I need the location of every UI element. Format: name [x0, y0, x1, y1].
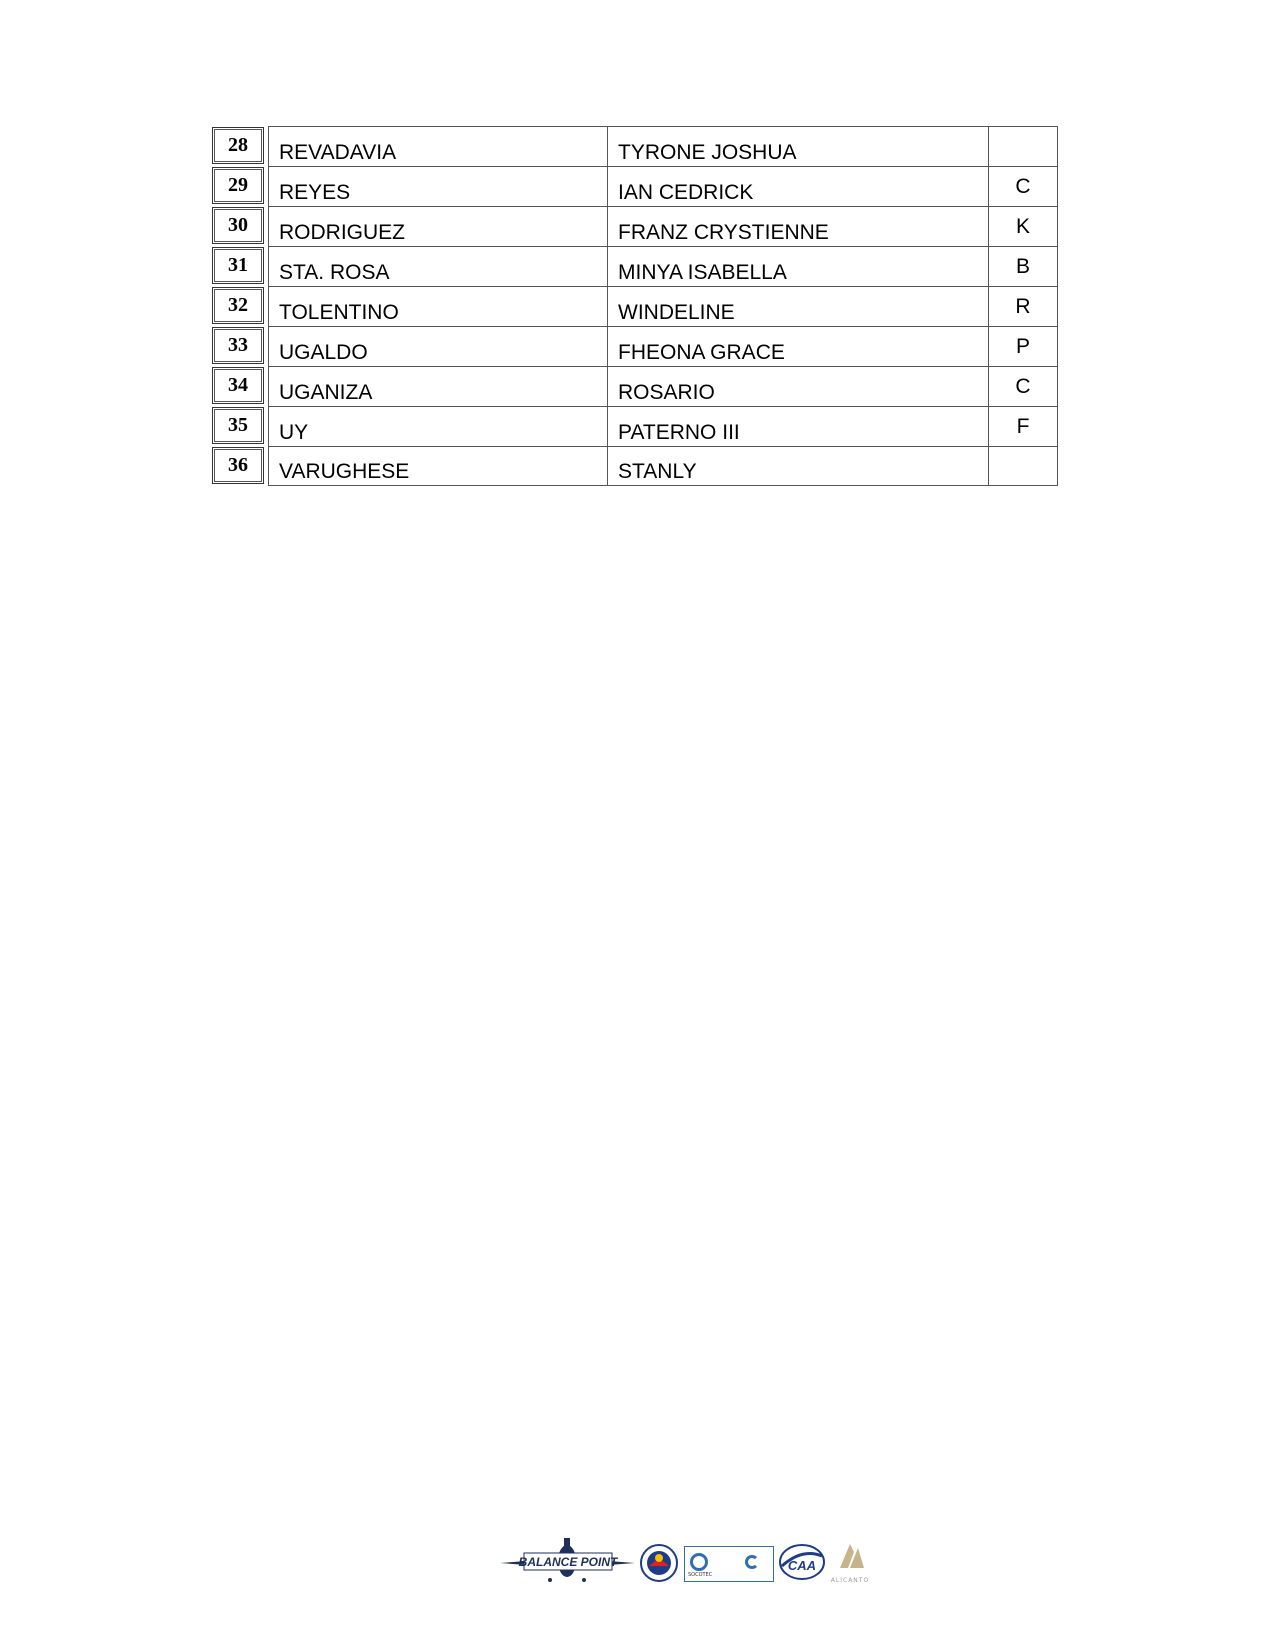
- middle-initial-cell: C: [988, 366, 1058, 406]
- middle-initial-cell: P: [988, 326, 1058, 366]
- given-name-cell: FRANZ CRYSTIENNE: [607, 206, 988, 246]
- caa-text: CAA: [787, 1558, 817, 1573]
- table-row: [212, 126, 1062, 166]
- row-number: 31: [212, 247, 264, 284]
- surname-cell: RODRIGUEZ: [268, 206, 607, 246]
- row-number: 28: [212, 127, 264, 164]
- row-number: 36: [212, 447, 264, 484]
- row-number: 32: [212, 287, 264, 324]
- surname-cell: UGANIZA: [268, 366, 607, 406]
- row-number: 33: [212, 327, 264, 364]
- table-row: [212, 326, 1062, 366]
- given-name-cell: IAN CEDRICK: [607, 166, 988, 206]
- given-name-cell: MINYA ISABELLA: [607, 246, 988, 286]
- surname-cell: UGALDO: [268, 326, 607, 366]
- socotec-text: SOCOTEC: [688, 1572, 713, 1578]
- table-row: [212, 246, 1062, 286]
- surname-cell: UY: [268, 406, 607, 446]
- row-number: 35: [212, 407, 264, 444]
- middle-initial-cell: K: [988, 206, 1058, 246]
- table-row: [212, 166, 1062, 206]
- alicanto-text: ALICANTO: [830, 1577, 870, 1584]
- caa-logo: [778, 1542, 826, 1582]
- roster-table: [212, 126, 1062, 486]
- surname-cell: VARUGHESE: [268, 446, 607, 486]
- balance-point-logo: [500, 1536, 635, 1596]
- row-number: 34: [212, 367, 264, 404]
- given-name-cell: FHEONA GRACE: [607, 326, 988, 366]
- middle-initial-cell: [988, 126, 1058, 166]
- surname-cell: TOLENTINO: [268, 286, 607, 326]
- table-row: [212, 366, 1062, 406]
- table-row: [212, 446, 1062, 486]
- given-name-cell: STANLY: [607, 446, 988, 486]
- given-name-cell: ROSARIO: [607, 366, 988, 406]
- surname-cell: STA. ROSA: [268, 246, 607, 286]
- row-number: 29: [212, 167, 264, 204]
- table-row: [212, 206, 1062, 246]
- surname-cell: REYES: [268, 166, 607, 206]
- middle-initial-cell: [988, 446, 1058, 486]
- surname-cell: REVADAVIA: [268, 126, 607, 166]
- certification-logo: [684, 1546, 774, 1582]
- footer-logos: [500, 1536, 880, 1596]
- middle-initial-cell: F: [988, 406, 1058, 446]
- seal-logo: [640, 1544, 678, 1582]
- table-row: [212, 286, 1062, 326]
- row-number: 30: [212, 207, 264, 244]
- given-name-cell: PATERNO III: [607, 406, 988, 446]
- middle-initial-cell: C: [988, 166, 1058, 206]
- table-row: [212, 406, 1062, 446]
- alicanto-logo: [830, 1538, 874, 1588]
- balance-point-text: BALANCE POINT: [518, 1555, 618, 1569]
- middle-initial-cell: R: [988, 286, 1058, 326]
- given-name-cell: WINDELINE: [607, 286, 988, 326]
- middle-initial-cell: B: [988, 246, 1058, 286]
- given-name-cell: TYRONE JOSHUA: [607, 126, 988, 166]
